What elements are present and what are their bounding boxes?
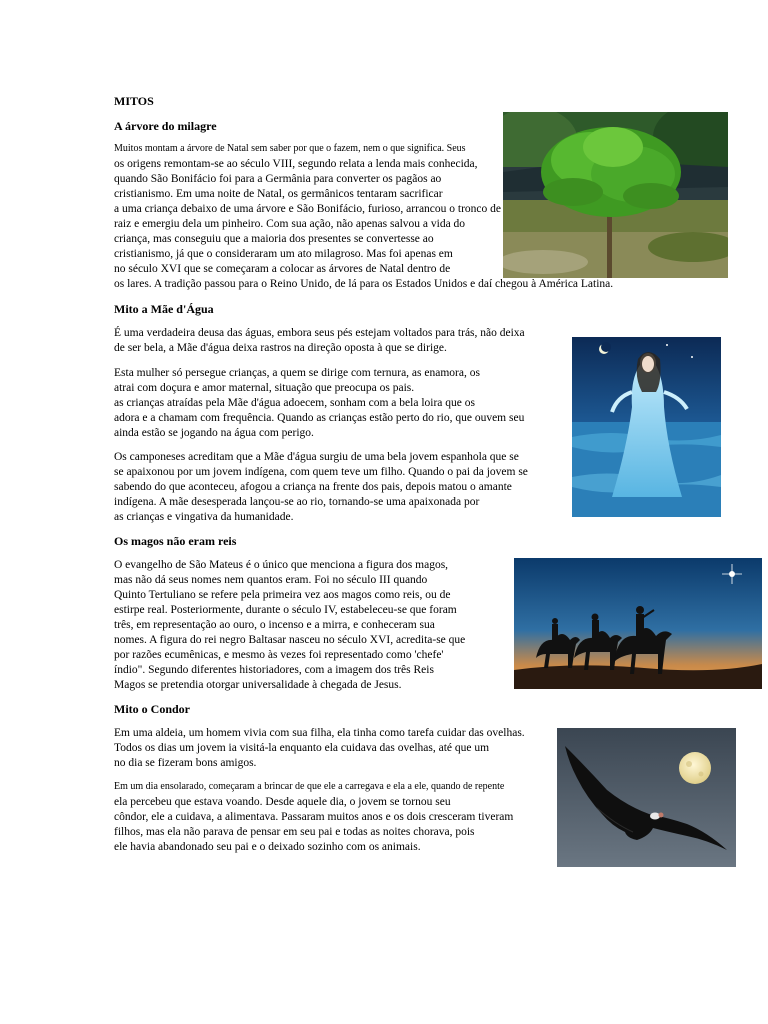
paragraph-line: É uma verdadeira deusa das águas, embora seus pés estejam voltados para trás, não deixa bbox=[114, 327, 525, 339]
paragraph-line: ela percebeu que estava voando. Desde aquele dia, o jovem se tornou seu bbox=[114, 796, 451, 808]
paragraph-line: criança, mas conseguiu que a maioria dos presentes se convertesse ao bbox=[114, 233, 434, 245]
paragraph-line: ainda estão se jogando na água com perigo. bbox=[114, 427, 314, 439]
paragraph-line: cristianismo. Em uma noite de Natal, os germânicos tentaram sacrificar bbox=[114, 188, 443, 200]
paragraph-line: mas não dá seus nomes nem quantos eram. Foi no século III quando bbox=[114, 574, 428, 586]
paragraph-line: Quinto Tertuliano se refere pela primeira vez aos magos como reis, ou de bbox=[114, 589, 451, 601]
paragraph-line: filhos, mas ela não parava de pensar em seu pai e todas as noites chorava, pois bbox=[114, 826, 475, 838]
paragraph-line: no século XVI que se começaram a colocar as árvores de Natal dentro de bbox=[114, 263, 451, 275]
condor-image bbox=[557, 728, 736, 867]
paragraph-line: Muitos montam a árvore de Natal sem saber por que o fazem, nem o que significa. Seus bbox=[114, 143, 466, 154]
page-title: MITOS bbox=[114, 94, 154, 108]
paragraph-line: os origens remontam-se ao século VIII, segundo relata a lenda mais conhecida, bbox=[114, 158, 478, 170]
paragraph-line: a uma criança debaixo de uma árvore e São Bonifácio, furioso, arrancou o tronco de bbox=[114, 203, 502, 215]
section-heading-mae-dagua: Mito a Mãe d'Água bbox=[114, 302, 214, 316]
paragraph-line: cristianismo, já que o consideraram um ato milagroso. Mas foi apenas em bbox=[114, 248, 453, 260]
section-heading-tree: A árvore do milagre bbox=[114, 119, 217, 133]
paragraph-line: sabendo do que aconteceu, afogou a criança na frente dos pais, depois matou o amante bbox=[114, 481, 512, 493]
paragraph-line: nomes. A figura do rei negro Baltasar nasceu no século XVI, acredita-se que bbox=[114, 634, 466, 646]
paragraph-line: côndor, ele a cuidava, a alimentava. Passaram muitos anos e os dois cresceram tiveram bbox=[114, 811, 514, 823]
paragraph-line: se apaixonou por um jovem indígena, com quem teve um filho. Quando o pai da jovem se bbox=[114, 466, 528, 478]
paragraph-line: Todos os dias um jovem ia visitá-la enquanto ela cuidava das ovelhas, até que um bbox=[114, 742, 490, 754]
paragraph-line: Esta mulher só persegue crianças, a quem se dirige com ternura, as enamora, os bbox=[114, 367, 480, 379]
paragraph-line: raiz e emergiu dela um pinheiro. Com sua ação, não apenas salvou a vida do bbox=[114, 218, 466, 230]
tree-image bbox=[503, 112, 728, 278]
magi-image bbox=[514, 558, 762, 689]
paragraph-line: as crianças e vingativa da humanidade. bbox=[114, 511, 294, 523]
paragraph-line: ele havia abandonado seu pai e o deixado sozinho com os animais. bbox=[114, 841, 421, 853]
paragraph-line: índio". Segundo diferentes historiadores, com a imagem dos três Reis bbox=[114, 664, 434, 676]
paragraph-line: três, em representação ao ouro, o incenso e a mirra, e conheceram sua bbox=[114, 619, 435, 631]
paragraph-line: as crianças atraídas pela Mãe d'água adoecem, sonham com a bela loira que os bbox=[114, 397, 475, 409]
paragraph-line: Magos se pretendia otorgar universalidade à chegada de Jesus. bbox=[114, 679, 402, 691]
paragraph-line: estirpe real. Posteriormente, durante o século IV, estabeleceu-se que foram bbox=[114, 604, 457, 616]
paragraph-line: Em uma aldeia, um homem vivia com sua filha, ela tinha como tarefa cuidar das ovelhas. bbox=[114, 727, 525, 739]
mae-dagua-image bbox=[572, 337, 721, 517]
paragraph-line: de ser bela, a Mãe d'água deixa rastros na direção oposta à que se dirige. bbox=[114, 342, 447, 354]
paragraph-line: por razões ecumênicas, e mesmo às vezes foi representado como 'chefe' bbox=[114, 649, 444, 661]
paragraph-line: adora e a chamam com frequência. Quando as crianças estão perto do rio, que ouvem seu bbox=[114, 412, 525, 424]
paragraph-line: os lares. A tradição passou para o Reino Unido, de lá para os Estados Unidos e daí chegou à América Latina. bbox=[114, 278, 614, 290]
paragraph-line: no dia se fizeram bons amigos. bbox=[114, 757, 257, 769]
paragraph-line: atrai com doçura e amor maternal, situação que preocupa os pais. bbox=[114, 382, 415, 394]
paragraph-line: O evangelho de São Mateus é o único que menciona a figura dos magos, bbox=[114, 559, 449, 571]
paragraph-line: Os camponeses acreditam que a Mãe d'água surgiu de uma bela jovem espanhola que se bbox=[114, 451, 519, 463]
section-heading-condor: Mito o Condor bbox=[114, 702, 190, 716]
section-heading-magos: Os magos não eram reis bbox=[114, 534, 237, 548]
paragraph-line: quando São Bonifácio foi para a Germânia para converter os pagãos ao bbox=[114, 173, 442, 185]
paragraph-line: Em um dia ensolarado, começaram a brincar de que ele a carregava e ela a ele, quando de repente bbox=[114, 781, 505, 792]
paragraph-line: indígena. A mãe desesperada lançou-se ao rio, tornando-se uma apaixonada por bbox=[114, 496, 480, 508]
